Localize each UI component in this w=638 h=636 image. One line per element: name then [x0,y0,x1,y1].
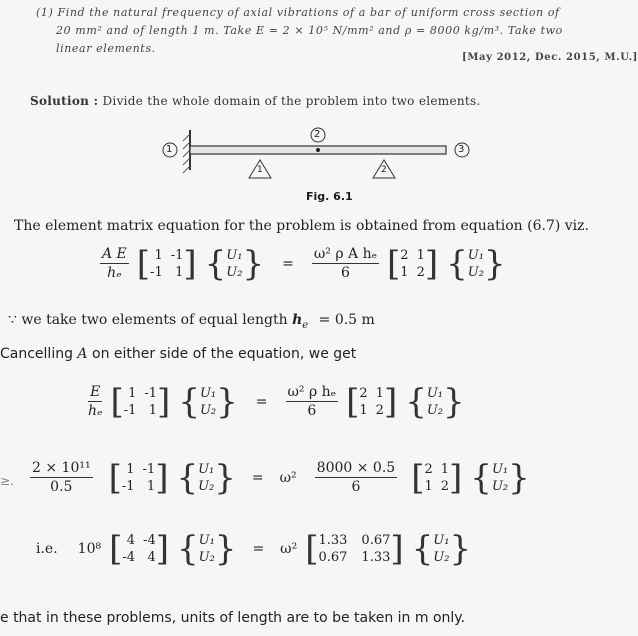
eq1-lhs-factor [100,246,129,281]
eq2-equals: = [255,393,268,410]
vector-cell: U₂ [198,550,215,565]
matrix-cell: -4 [122,550,136,565]
eq2-lhs-factor [88,384,102,419]
two-elements-text: ∵ we take two elements of equal length [8,312,288,328]
vector-cell: U₂ [433,550,450,565]
cancelling-text: Cancelling [0,346,73,362]
vector-cell: U₁ [199,385,217,401]
cancel-symbol: A [77,346,88,362]
eq3-rhs-num: 8000 × 0.5 [316,460,396,476]
eq3-mass-matrix: [ 2 1 1 2 ] [411,457,463,498]
cancelling-line [0,346,356,362]
matrix-cell: -4 [143,533,156,548]
matrix-cell: 1 [375,385,384,401]
solution-label: Solution : [30,94,99,108]
vector-cell: U₂ [467,264,484,280]
eq4-displacement-vector: { U₁ U₂ } [176,529,237,569]
eq2-rhs-den: 6 [307,403,317,419]
eq2-stiffness-matrix: [ 1 -1 -1 1 ] [110,381,171,422]
matrix-cell: 1 [359,402,368,418]
eq2-lhs-num: E [90,384,101,400]
vector-cell: U₁ [226,247,243,263]
matrix-cell: -1 [170,247,184,263]
matrix-cell: 2 [359,385,368,401]
equation-3 [30,457,530,498]
matrix-cell: 1 [424,478,433,494]
solution-text: Divide the whole domain of the problem into two elements. [102,94,481,108]
eq4-omega: ω² [280,541,298,557]
matrix-cell: 1 [128,385,137,401]
eq2-mass-matrix: [ 2 1 1 2 ] [346,381,398,422]
element-1-label: 1 [257,165,263,175]
vector-cell: U₂ [226,264,243,280]
eq3-rhs-vector: { U₁ U₂ } [470,457,530,498]
eq1-stiffness-matrix: [ 1 -1 -1 1 ] [136,243,197,284]
node-3-label: 3 [458,144,465,155]
matrix-cell: -1 [150,264,163,280]
eq2-rhs-num: ω² ρ hₑ [287,384,337,400]
he-symbol: h [292,312,303,328]
eq3-rhs-den: 6 [351,479,361,495]
eq1-rhs-num: ω² ρ A hₑ [313,246,378,262]
units-note: e that in these problems, units of length are to be taken in m only. [0,610,466,626]
eq3-stiffness-matrix: [ 1 -1 -1 1 ] [108,457,169,498]
matrix-cell: -1 [121,478,135,494]
eq3-equals: = [251,469,264,486]
matrix-cell: 1 [148,402,158,418]
eq2-rhs-vector: { U₁ U₂ } [405,381,465,422]
matrix-cell: -1 [142,461,156,477]
eq1-displacement-vector: { U₁ U₂ } [204,243,265,284]
matrix-cell: 4 [126,533,136,548]
vector-cell: U₂ [491,478,509,494]
node-2-dot [316,148,320,152]
matrix-cell: 4 [147,550,156,565]
problem-line-3: linear elements. [56,42,156,55]
problem-source: [May 2012, Dec. 2015, M.U.] [462,52,638,63]
problem-line-1: (1) Find the natural frequency of axial vibrations of a bar of uniform cross section of [36,6,560,19]
vector-cell: U₁ [491,461,509,477]
ie-label: i.e. [36,541,58,557]
margin-mark: ≥. [0,474,14,488]
eq1-mass-matrix: [ 2 1 1 2 ] [387,243,439,284]
eq1-lhs-num: A E [102,246,127,262]
equation-4 [36,529,472,569]
problem-line-2: 20 mm² and of length 1 m. Take E = 2 × 10⁵ N/mm² and ρ = 8000 kg/m³. Take two [56,24,563,37]
eq4-scale: 10⁸ [77,541,102,557]
matrix-cell: 1 [154,247,163,263]
eq4-mass-matrix: [ 1.33 0.67 0.67 1.33 ] [305,529,404,569]
matrix-cell: 1 [126,461,135,477]
matrix-cell: 2 [416,264,425,280]
he-subscript: e [302,319,309,331]
vector-cell: U₁ [467,247,484,263]
eq3-lhs-den: 0.5 [50,479,73,495]
vector-cell: U₁ [426,385,444,401]
fixed-support [183,130,190,173]
eq1-lhs-den: hₑ [107,265,122,281]
vector-cell: U₁ [198,533,215,548]
figure-caption: Fig. 6.1 [306,190,353,203]
intro-text: The element matrix equation for the problem is obtained from equation (6.7) viz. [14,218,589,234]
eq3-lhs-factor [30,460,93,495]
vector-cell: U₁ [198,461,215,477]
node-1-label: 1 [166,144,173,155]
eq4-rhs-vector: { U₁ U₂ } [411,529,472,569]
matrix-cell: -1 [123,402,137,418]
solution-line [30,94,481,108]
eq3-omega: ω² [279,469,297,486]
eq2-lhs-den: hₑ [88,403,103,419]
eq1-equals: = [282,255,294,272]
eq3-lhs-num: 2 × 10¹¹ [32,460,91,476]
matrix-cell: 2 [440,478,450,494]
eq4-equals: = [252,541,265,557]
matrix-cell: 2 [375,402,384,418]
matrix-cell: 1.33 [318,533,348,548]
two-elements-line [8,312,375,331]
matrix-cell: 1 [146,478,156,494]
eq4-stiffness-matrix: [ 4 -4 -4 4 ] [109,529,169,569]
vector-cell: U₂ [198,478,215,494]
vector-cell: U₁ [433,533,450,548]
eq3-rhs-factor [315,460,398,495]
he-value: = 0.5 m [318,312,375,328]
matrix-cell: 2 [400,247,409,263]
vector-cell: U₂ [199,402,217,418]
matrix-cell: 1 [440,461,450,477]
eq3-displacement-vector: { U₁ U₂ } [176,457,236,498]
eq1-rhs-den: 6 [340,265,350,281]
eq1-rhs-vector: { U₁ U₂ } [446,243,506,284]
matrix-cell: 1 [400,264,409,280]
matrix-cell: 1 [416,247,425,263]
equation-2 [88,381,465,422]
cancelling-rest: on either side of the equation, we get [92,346,357,362]
matrix-cell: 0.67 [318,550,348,565]
matrix-cell: 1.33 [361,550,391,565]
matrix-cell: 1 [175,264,184,280]
matrix-cell: -1 [144,385,158,401]
equation-1 [100,243,506,284]
vector-cell: U₂ [426,402,444,418]
matrix-cell: 0.67 [361,533,391,548]
eq2-displacement-vector: { U₁ U₂ } [178,381,238,422]
matrix-cell: 2 [424,461,433,477]
node-2-label: 2 [314,129,321,140]
element-2-label: 2 [381,165,387,175]
eq2-rhs-factor [286,384,339,419]
eq1-rhs-factor [312,246,379,281]
